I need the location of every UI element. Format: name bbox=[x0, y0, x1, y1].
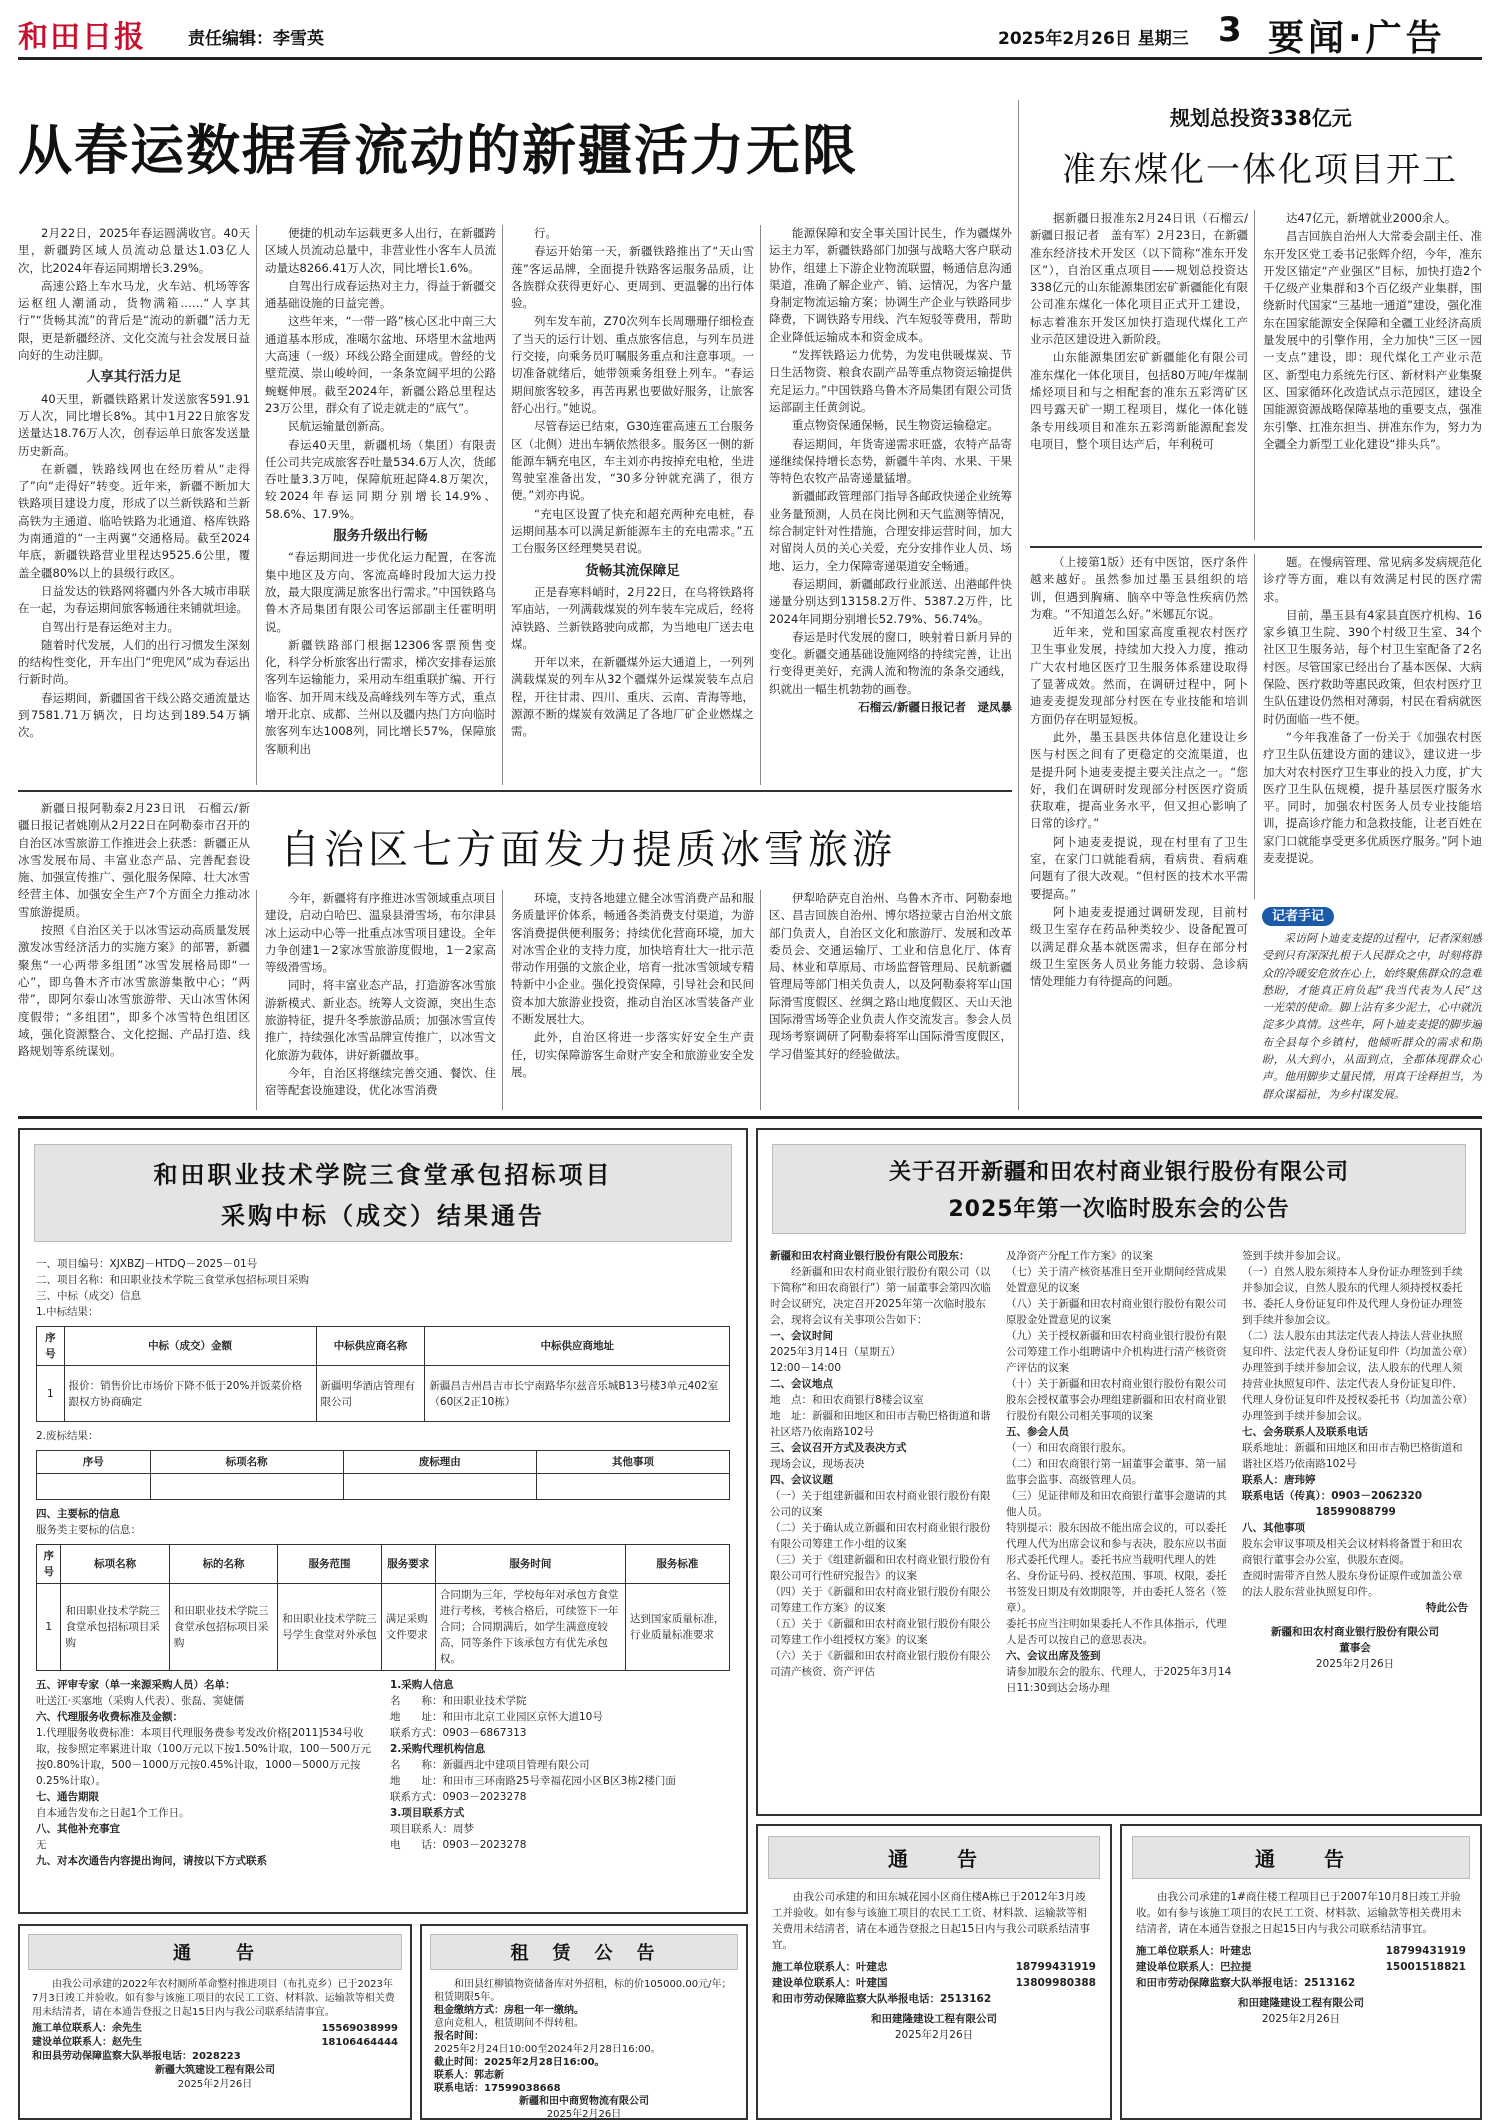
table-header: 中标供应商地址 bbox=[425, 1327, 730, 1366]
contact-label: 建设单位联系人：巴拉提 bbox=[1136, 1961, 1252, 1973]
text-line: 2025年3月14日（星期五） bbox=[770, 1346, 901, 1358]
snow-article-col-2 bbox=[256, 890, 496, 1110]
text-line: 一、项目编号：XJXBZJ－HTDQ－2025－01号 bbox=[36, 1258, 258, 1270]
table-cell: 1 bbox=[37, 1584, 61, 1671]
paragraph: 今年，自治区将继续完善交通、餐饮、住宿等配套设施建设，优化冰雪消费 bbox=[265, 1065, 496, 1098]
table-header: 序号 bbox=[37, 1327, 65, 1366]
snow-article-col-4 bbox=[760, 890, 1012, 1110]
paragraph: 新疆日报阿勒泰2月23日讯 石榴云/新疆日报记者姚刚从2月22日在阿勒泰市召开的自治区冰雪旅游工作推进会上获悉：新疆正从冰雪发展布局、丰富业态产品、完善配套设施、加强宣传推广、强化服务保障、壮大冰雪经营主体、加强安全生产7个方面全力推动冰雪旅游提质。 bbox=[18, 801, 250, 919]
divider bbox=[18, 1116, 1482, 1119]
notice-3 bbox=[756, 1824, 1112, 2120]
paragraph: 近年来，党和国家高度重视农村医疗卫生事业发展，持续加大投入力度，推动广大农村地区医疗卫生服务体系建设取得了显著成效。然而，在调研过程中，阿卜迪麦麦提发现部分村医在专业技能和培训方面仍存在明显短板。 bbox=[1030, 625, 1248, 726]
paragraph: 按照《自治区关于以冰雪运动高质量发展激发冰雪经济活力的实施方案》的部署，新疆聚焦“一心两带多组团”冰雪发展格局即“一心”，即乌鲁木齐市冰雪旅游集散中心；“两带”，即阿尔泰山冰雪旅游带、天山冰雪休闲度假带；“多组团”，即多个冰雪特色组团区域，强化资源整合、文化挖掘、产品打造、线路规划等系统谋划。 bbox=[18, 923, 250, 1059]
contact-phone: 15569038999 bbox=[321, 2023, 398, 2034]
table-header: 序号 bbox=[37, 1545, 61, 1584]
text-line: （二）关于确认成立新疆和田农村商业银行股份有限公司筹建工作小组的议案 bbox=[770, 1522, 991, 1550]
table-cell: 和田职业技术学院三号学生食堂对外承包 bbox=[278, 1584, 381, 1671]
text-line: 地 址：新疆和田地区和田市吉勒巴格街道和谐社区塔乃依南路102号 bbox=[770, 1410, 991, 1438]
contact-label: 施工单位联系人：叶建忠 bbox=[772, 1961, 888, 1973]
service-table bbox=[36, 1544, 730, 1671]
text-line: 五、参会人员 bbox=[1006, 1426, 1069, 1438]
paragraph: 便捷的机动车运载更多人出行，在新疆跨区域人员流动总量中，非营业性小客车人员流动量达8266.41万人次，同比增长1.6%。 bbox=[265, 226, 496, 275]
paragraph: 题。在慢病管理、常见病多发病规范化诊疗等方面，难以有效满足村民的医疗需求。 bbox=[1263, 555, 1482, 604]
text-line: 3.项目联系方式 bbox=[390, 1807, 465, 1819]
text-line: 地 点：和田农商银行8楼会议室 bbox=[770, 1394, 924, 1406]
reporter-note-label: 记者手记 bbox=[1262, 907, 1334, 926]
procurement-right-details bbox=[390, 1677, 730, 1869]
paragraph: 春运期间，年货寄递需求旺盛，农特产品寄递继续保持增长态势，新疆牛羊肉、水果、干果等特色农牧产品寄递量猛增。 bbox=[769, 436, 1012, 486]
text-line: 2.废标结果： bbox=[36, 1430, 99, 1442]
text-line: 联系电话：17599038668 bbox=[434, 2083, 561, 2094]
paragraph: 此外，自治区将进一步落实好安全生产责任，切实保障游客生命财产安全和旅游业安全发展。 bbox=[511, 1030, 754, 1079]
paragraph: 这些年来，“一带一路”核心区北中南三大通道基本形成，准噶尔盆地、环塔里木盆地两大高速（一级）环线公路全面建成。曾经的戈壁荒漠、崇山峻岭间，一条条宽阔平坦的公路蜿蜒伸展。截至2024年，新疆公路总里程达23万公里，群众有了说走就走的“底气”。 bbox=[265, 314, 496, 415]
byline: 石榴云/新疆日报记者 逯凤暴 bbox=[858, 700, 1012, 715]
table-cell: 和田职业技术学院三食堂承包招标项目采购 bbox=[169, 1584, 277, 1671]
paragraph: 能源保障和安全事关国计民生，作为疆煤外运主力军，新疆铁路部门加强与战略大客户联动协作，组建上下游企业物流联盟，畅通信息沟通渠道，准确了解企业产、销、运情况，为客户量身制定物流运输方案；协调生产企业与铁路同步降费，下调铁路专用线、汽车短驳等费用，帮助企业降低运输成本和资金成本。 bbox=[769, 226, 1012, 344]
paragraph: 山东能源集团宏矿新疆能化有限公司准东煤化一体化项目，包括80万吨/年煤制烯烃项目和与之相配套的准东五彩湾矿区四号露天矿一期工程项目，煤化一体化链条专用线项目和准东五彩湾新能源配套发电项目，整个项目达产后，年利税可 bbox=[1030, 350, 1248, 451]
table-cell: 满足采购文件要求 bbox=[381, 1584, 435, 1671]
text-line: 地 址：和田市三环南路25号幸福花园小区B区3栋2楼门面 bbox=[390, 1775, 676, 1787]
text-line: （六）关于《新疆和田农村商业银行股份有限公司清产核资、资产评估 bbox=[770, 1650, 991, 1678]
text-line: （七）关于清产核资基准日至开业期间经营成果处置意见的议案 bbox=[1006, 1266, 1227, 1294]
sign-date: 2025年2月26日 bbox=[1261, 2013, 1341, 2025]
meeting-col-1 bbox=[770, 1248, 996, 1816]
table-header: 标项名称 bbox=[61, 1545, 169, 1584]
paragraph: 环境，支持各地建立健全冰雪消费产品和服务质量评价体系，畅通各类消费支付渠道，为游客消费提供便利服务；持续优化营商环境，加大对冰雪企业的支持力度，加快培育壮大一批示范带动作用强的文旅企业，培育一批冰雪领域专精特新中小企业。强化投资保障，引导社会和民间资本加大旅游业投资，推动自治区冰雪装备产业不断发展壮大。 bbox=[511, 891, 754, 1027]
signature: 和田建隆建设工程有限公司 bbox=[871, 2013, 997, 2025]
lease-notice bbox=[420, 1924, 748, 2120]
paragraph: 行。 bbox=[534, 226, 557, 240]
text-line: 二、项目名称：和田职业技术学院三食堂承包招标项目采购 bbox=[36, 1274, 309, 1286]
paragraph: 据新疆日报准东2月24日讯（石榴云/新疆日报记者 盖有军）2月23日，在新疆准东经济技术开发区（以下简称“准东开发区”），自治区重点项目——规划总投资达338亿元的山东能源集团宏矿新疆能化有限公司准东煤化一体化项目正式开工建设，标志着准东开发区加快打造现代煤化工产业示范区建设进入新阶段。 bbox=[1030, 211, 1248, 347]
paragraph: 春运期间，新疆国省干线公路交通流量达到7581.71万辆次，日均达到189.54万辆次。 bbox=[18, 690, 250, 740]
table-header: 废标理由 bbox=[343, 1451, 536, 1474]
subheading: 人享其行活力足 bbox=[86, 369, 182, 386]
paragraph: 尽管春运已结束，G30连霍高速五工台服务区（北侧）进出车辆依然很多。服务区一侧的新能源车辆充电区，车主刘亦冉按掉充电枪，坐进驾驶室准备出发，“30多分钟就充满了，很方便。”刘亦冉说。 bbox=[511, 419, 754, 503]
sign-date: 2025年2月26日 bbox=[177, 2079, 253, 2090]
table-cell: 达到国家质量标准，行业质量标准要求 bbox=[625, 1584, 729, 1671]
paragraph: 新疆铁路部门根据12306客票预售变化，科学分析旅客出行需求，梯次安排春运旅客列车运输能力，采用动车组重联扩编、开行临客、加开周末线及高峰线列车等方式，重点增开北京、成都、兰州以及疆内热门方向临时旅客列车达1008列，同比增长57%，保障旅客顺利出 bbox=[265, 637, 496, 756]
divider bbox=[1030, 546, 1482, 548]
contact-phone: 18106464444 bbox=[321, 2037, 398, 2048]
meeting-col-2 bbox=[1006, 1248, 1232, 1816]
text-line: 四、主要标的信息 bbox=[36, 1508, 120, 1520]
report-hotline: 和田市劳动保障监察大队举报电话：2513162 bbox=[1136, 1977, 1356, 1989]
text-line: 特此公告 bbox=[1426, 1602, 1468, 1614]
procurement-title-2: 采购中标（成交）结果通告 bbox=[221, 1202, 545, 1230]
text-line: （一）和田农商银行股东。 bbox=[1006, 1442, 1132, 1454]
text-line: （三）见证律师及和田农商银行董事会邀请的其他人员。 bbox=[1006, 1490, 1227, 1518]
text-line: 八、其他事项 bbox=[1242, 1522, 1305, 1534]
paragraph: 日益发达的铁路网将疆内外各大城市串联在一起，为春运期间旅客畅通往来铺就坦途。 bbox=[18, 583, 250, 616]
text-line: 八、其他补充事宜 bbox=[36, 1823, 120, 1835]
sign-date: 2025年2月26日 bbox=[1315, 1658, 1395, 1670]
divider bbox=[1018, 100, 1019, 1110]
award-table bbox=[36, 1326, 730, 1422]
notice-body: 由我公司承建的1#商住楼工程项目已于2007年10月8日竣工并验收。如有参与该施工项目的农民工工资、材料款、运输款等相关费用未结清者，请在本通告登报之日起15日内与我公司联系结清事宜。 bbox=[1136, 1891, 1462, 1935]
paragraph: 列车发车前，Z70次列车长周珊珊仔细检查了当天的运行计划、重点旅客信息，与列车员进行交接，向乘务员叮嘱服务重点和注意事项。一切准备就绪后，她带领乘务组登上列车。“春运期间旅客较多，再苦再累也要做好服务，让旅客舒心出行。”她说。 bbox=[511, 314, 754, 415]
report-hotline: 和田市劳动保障监察大队举报电话：2513162 bbox=[772, 1993, 992, 2005]
table-cell: 新疆昌吉州昌吉市长宁南路华尔兹音乐城B13号楼3单元402室（60区2正10栋） bbox=[425, 1366, 730, 1422]
text-line: 无 bbox=[36, 1839, 47, 1851]
table-header: 其他事项 bbox=[536, 1451, 729, 1474]
text-line: 联系人：郭志新 bbox=[434, 2070, 504, 2081]
paragraph: 昌吉回族自治州人大常委会副主任、准东开发区党工委书记张辉介绍，今年，准东开发区锚定“产业强区”目标，加快打造2个千亿级产业集群和3个百亿级产业集群，围绕新时代国家“三基地一通道”建设，强化准东在国家能源安全保障和全疆工业经济高质量发展中的引擎作用，全力加快“三区一园一支点”建设，即：现代煤化工产业示范区、新型电力系统先行区、新材料产业集聚区、国家循环化改造试点示范园区，建设全国能源资源战略保障基地的重要支点，强准东引擎、扛准东担当、拼准东作为，努力为全疆全力新型工业化建设“排头兵”。 bbox=[1263, 229, 1482, 451]
paragraph: 自驾出行是春运绝对主力。 bbox=[41, 619, 179, 634]
side-article-col-2 bbox=[1254, 210, 1482, 540]
text-line: 截止时间：2025年2月28日16:00。 bbox=[434, 2057, 605, 2068]
table-header: 中标供应商名称 bbox=[316, 1327, 425, 1366]
meeting-title-1: 关于召开新疆和田农村商业银行股份有限公司 bbox=[888, 1160, 1349, 1185]
main-article-col-1 bbox=[18, 225, 250, 785]
text-line: （九）关于授权新疆和田农村商业银行股份有限公司筹建工作小组聘请中介机构进行清产核资资产评估的议案 bbox=[1006, 1330, 1227, 1374]
reporter-note-tag bbox=[1262, 905, 1334, 924]
text-line: 查阅时需带齐自然人股东身份证原件或加盖公章的法人股东营业执照复印件。 bbox=[1242, 1570, 1463, 1598]
table-cell: 新疆明华酒店管理有限公司 bbox=[316, 1366, 425, 1422]
text-line: 名 称：新疆西北中建项目管理有限公司 bbox=[390, 1759, 590, 1771]
sign-date: 2025年2月26日 bbox=[546, 2109, 622, 2120]
report-hotline: 和田县劳动保障监察大队举报电话：2028223 bbox=[32, 2051, 241, 2062]
text-line: 及净资产分配工作方案》的议案 bbox=[1006, 1250, 1153, 1262]
text-line: 委托书应当注明如果委托人不作具体指示，代理人是否可以按自己的意思表决。 bbox=[1006, 1618, 1227, 1646]
table-cell: 合同期为三年，学校每年对承包方食堂进行考核，考核合格后，可续签下一年合同；合同期满后，如学生满意度较高，同等条件下该承包方有优先承包权。 bbox=[435, 1584, 625, 1671]
text-line: 1.采购人信息 bbox=[390, 1679, 454, 1691]
text-line: 2025年2月24日10:00至2024年2月28日16:00。 bbox=[434, 2044, 661, 2055]
text-line: 一、会议时间 bbox=[770, 1330, 833, 1342]
table-header: 序号 bbox=[37, 1451, 151, 1474]
text-line: （十）关于新疆和田农村商业银行股份有限公司股东会授权董事会办理组建新疆和田农村商业银行股份有限公司相关事项的议案 bbox=[1006, 1378, 1227, 1422]
health-article-col-2 bbox=[1254, 554, 1482, 899]
text-line: 项目联系人：周梦 bbox=[390, 1823, 474, 1835]
notice-title: 租 赁 公 告 bbox=[430, 1934, 738, 1970]
text-line: 新疆和田农村商业银行股份有限公司股东： bbox=[770, 1250, 970, 1262]
snow-article-col-3 bbox=[502, 890, 754, 1110]
text-line: 六、会议出席及签到 bbox=[1006, 1650, 1101, 1662]
text-line: 三、中标（成交）信息 bbox=[36, 1290, 141, 1302]
meeting-col-3 bbox=[1242, 1248, 1468, 1816]
text-line: 二、会议地点 bbox=[770, 1378, 833, 1390]
table-header: 服务时间 bbox=[435, 1545, 625, 1584]
notice-body: 和田县红柳镇物资储备库对外招租，标的价105000.00元/年；租赁期限5年。 bbox=[434, 1979, 732, 2003]
paragraph: 在新疆，铁路线网也在经历着从“走得了”向“走得好”转变。近年来，新疆不断加大铁路项目建设力度，形成了以兰新铁路和兰新高铁为主通道、临哈铁路为北通道、格库铁路为南通道的“一主两翼”交通格局。截至2024年底，新疆铁路营业里程达9525.6公里，覆盖全疆80%以上的县级行政区。 bbox=[18, 461, 250, 580]
paragraph: 自驾出行成春运热对主力，得益于新疆交通基础设施的日益完善。 bbox=[265, 278, 496, 311]
signature: 和田建隆建设工程有限公司 bbox=[1238, 1997, 1364, 2009]
main-article-col-3 bbox=[502, 225, 754, 785]
table-header: 服务范围 bbox=[278, 1545, 381, 1584]
paragraph: 春运期间，新疆邮政行业派送、出港邮件快递量分别达到13158.2万件、5387.2万件，比2024年同期分别增长52.79%、56.74%。 bbox=[769, 576, 1012, 626]
side-headline: 准东煤化一体化项目开工 bbox=[1062, 150, 1458, 190]
text-line: 五、评审专家（单一来源采购人员）名单： bbox=[36, 1679, 236, 1691]
paragraph: 采访阿卜迪麦麦提的过程中，记者深刻感受到只有深深扎根于人民群众之中，时刻将群众的冷暖安危放在心上，始终聚焦群众的急难愁盼，才能真正肩负起“我当代表为人民”这一光荣的使命。脚上沾有多少泥土，心中就沉淀多少真情。这些年，阿卜迪麦麦提的脚步遍布全县每个乡镇村，他倾听群众的需求和期盼，从大到小，从面到点，全都体现群众心声。他用脚步丈量民情，用真干诠释担当，为群众谋福祉，为乡村谋发展。 bbox=[1262, 932, 1482, 1101]
text-line: （二）法人股东由其法定代表人持法人营业执照复印件、法定代表人身份证复印件（均加盖公章）办理签到手续并参加会议，法人股东的代理人须持营业执照复印件、法定代表人身份证复印件、代理人身份证复印件及授权委托书（均加盖公章）办理签到手续并参加会议。 bbox=[1242, 1330, 1468, 1422]
notice-1 bbox=[18, 1924, 412, 2120]
text-line: 租金缴纳方式：房租一年一缴纳。 bbox=[434, 2005, 584, 2016]
notice-body: 由我公司承建的2022年农村厕所革命整村推进项目（布扎克乡）已于2023年7月3日竣工并验收。如有参与该施工项目的农民工工资、材料款、运输款等相关费用未结清者，请在本通告登报之日起15日内与我公司联系结清事宜。 bbox=[32, 1979, 395, 2018]
paragraph: 正是春寒料峭时，2月22日，在乌将铁路将军庙站，一列满载煤炭的列车装车完成后，经将淖铁路、兰新铁路驶向成都，为当地电厂送去电煤。 bbox=[511, 584, 754, 651]
text-line: 吐送江·买塞地（采购人代表）、张磊、窦婕儒 bbox=[36, 1695, 245, 1707]
table-header: 中标（成交）金额 bbox=[64, 1327, 316, 1366]
text-line: 自本通告发布之日起1个工作日。 bbox=[36, 1807, 190, 1819]
table-header: 标的名称 bbox=[169, 1545, 277, 1584]
paragraph: 重点物资保通保畅，民生物资运输稳定。 bbox=[792, 418, 999, 433]
text-line: （二）和田农商银行第一届董事会董事、第一届监事会监事、高级管理人员。 bbox=[1006, 1458, 1227, 1486]
table-cell: 1 bbox=[37, 1366, 65, 1422]
paragraph: 此外，墨玉县医共体信息化建设让乡医与村医之间有了更稳定的交流渠道，也是提升阿卜迪麦麦提主要关注点之一。“您好，我们在调研时发现部分村医医疗资质获取难，提高业务水平，但又担心影响了日常的诊疗。” bbox=[1030, 729, 1248, 831]
paragraph: “今年我准备了一份关于《加强农村医疗卫生队伍建设方面的建议》，建议进一步加大对农村医疗卫生事业的投入力度，扩大医疗卫生队伍规模，提升基层医疗服务水平。同时，加强农村医务人员专业技能培训，提高诊疗能力和急救技能，让老百姓在家门口就能享受更多优质医疗服务。”阿卜迪麦麦提说。 bbox=[1263, 729, 1482, 866]
paragraph: 阿卜迪麦麦提说，现在村里有了卫生室，在家门口就能看病，看病贵、看病难问题有了很大改观。“但村医的技术水平需要提高。” bbox=[1030, 834, 1248, 901]
text-line: 2.采购代理机构信息 bbox=[390, 1743, 486, 1755]
newspaper-logo: 和田日报 bbox=[18, 20, 146, 55]
shareholder-meeting-notice bbox=[756, 1128, 1482, 1816]
text-line: 联系方式：0903－6867313 bbox=[390, 1727, 527, 1739]
text-line: 经新疆和田农村商业银行股份有限公司（以下简称“和田农商银行”）第一届董事会第四次临时会议研究，决定召开2025年第一次临时股东会，现将会议有关事项公告如下： bbox=[770, 1266, 991, 1326]
paragraph: 2月22日，2025年春运圆满收官。40天里，新疆跨区域人员流动总量达1.03亿人次，比2024年春运同期增长3.29%。 bbox=[18, 226, 250, 275]
text-line: （一）关于组建新疆和田农村商业银行股份有限公司的议案 bbox=[770, 1490, 991, 1518]
text-line: 地 址：和田市北京工业园区京怀大道10号 bbox=[390, 1711, 603, 1723]
divider bbox=[18, 790, 1012, 792]
paragraph: 伊犁哈萨克自治州、乌鲁木齐市、阿勒泰地区、昌吉回族自治州、博尔塔拉蒙古自治州文旅部门负责人，自治区文化和旅游厅、发展和改革委员会、交通运输厅、工业和信息化厅、体育局、林业和草原局、市场监督管理局、民航新疆管理局等部门相关负责人，以及阿勒泰将军山国际滑雪度假区、丝绸之路山地度假区、天山天池国际滑雪场等企业负责人作交流发言。参会人员现场考察调研了阿勒泰将军山国际滑雪度假区，学习借鉴其好的经验做法。 bbox=[769, 891, 1012, 1061]
reporter-note bbox=[1262, 930, 1482, 1110]
text-line: 电 话：0903－2023278 bbox=[390, 1839, 527, 1851]
section-title: 要闻·广告 bbox=[1268, 18, 1446, 59]
text-line: 报名时间： bbox=[434, 2031, 484, 2042]
text-line: 联系电话（传真）：0903－2062320 bbox=[1242, 1490, 1423, 1502]
contact-label: 建设单位联系人：叶建国 bbox=[772, 1977, 888, 1989]
text-line: 联系方式：0903－2023278 bbox=[390, 1791, 527, 1803]
signature: 新疆大筑建设工程有限公司 bbox=[155, 2065, 275, 2076]
paragraph: 同时，将丰富业态产品，打造游客冰雪旅游新模式、新业态。统筹人文资源，突出生态旅游特征，提升冬季旅游品质；加强冰雪宣传推广，持续强化冰雪品牌宣传推广，以冰雪文化旅游为载体，讲好新疆故事。 bbox=[265, 978, 496, 1062]
text-line: 三、会议召开方式及表决方式 bbox=[770, 1442, 907, 1454]
health-article-col-1 bbox=[1030, 554, 1248, 1109]
text-line: 名 称：和田职业技术学院 bbox=[390, 1695, 527, 1707]
text-line: 意向竞租人，租赁期间不得转租。 bbox=[434, 2018, 584, 2029]
main-article-col-4 bbox=[760, 225, 1012, 785]
text-line: 四、会议议题 bbox=[770, 1474, 833, 1486]
text-line: 联系地址：新疆和田地区和田市吉勒巴格街道和谐社区塔乃依南路102号 bbox=[1242, 1442, 1463, 1470]
subheading: 货畅其流保障足 bbox=[585, 562, 680, 579]
signature: 新疆和田农村商业银行股份有限公司 bbox=[1271, 1626, 1439, 1638]
notice-title: 通 告 bbox=[1132, 1836, 1470, 1879]
contact-phone: 15001518821 bbox=[1385, 1961, 1466, 1973]
snow-article-col-1 bbox=[18, 800, 250, 1110]
text-line: 12:00－14:00 bbox=[770, 1362, 842, 1374]
editor-credit: 责任编辑：李雪英 bbox=[188, 29, 324, 49]
paragraph: 新疆邮政管理部门指导各邮政快递企业统筹业务量预测，人员在岗比例和天气监测等情况，综合制定针对性措施，合理安排运营时间，加大对留岗人员的关心关爱，充分安排作业人员、场地、运力，全力保障寄递渠道安全畅通。 bbox=[769, 489, 1012, 573]
table-header: 服务要求 bbox=[381, 1545, 435, 1584]
text-line: （八）关于新疆和田农村商业银行股份有限公司原股金处置意见的议案 bbox=[1006, 1298, 1227, 1326]
text-line: 现场会议，现场表决 bbox=[770, 1458, 865, 1470]
table-cell: 和田职业技术学院三食堂承包招标项目采购 bbox=[61, 1584, 169, 1671]
table-header: 服务标准 bbox=[625, 1545, 729, 1584]
text-line: 七、通告期限 bbox=[36, 1791, 99, 1803]
signature: 董事会 bbox=[1339, 1642, 1371, 1654]
notice-title: 通 告 bbox=[768, 1836, 1100, 1879]
text-line: （五）关于《新疆和田农村商业银行股份有限公司筹建工作小组授权方案》的议案 bbox=[770, 1618, 991, 1646]
paragraph: 民航运输量创新高。 bbox=[288, 419, 392, 434]
paragraph: （上接第1版）还有中医馆，医疗条件越来越好。虽然参加过墨玉县组织的培训，但遇到胸痛、脑卒中等急性疾病仍然为难。“不知道怎么好。”米娜瓦尔说。 bbox=[1030, 555, 1248, 621]
paragraph: 高速公路上车水马龙，火车站、机场等客运枢纽人潮涌动，货物满箱……“人享其行”“货畅其流”的背后是“流动的新疆”活力无限，更是新疆经济、文化交流与社会发展日益向好的生动注脚。 bbox=[18, 278, 250, 363]
table-header: 标项名称 bbox=[150, 1451, 343, 1474]
procurement-notice bbox=[18, 1128, 748, 1914]
paragraph: 开年以来，在新疆煤外运大通道上，一列列满载煤炭的列车从32个疆煤外运煤炭装车点启程，开往甘肃、四川、重庆、云南、青海等地，源源不断的煤炭有效满足了各地厂矿企业燃煤之需。 bbox=[511, 655, 754, 739]
failed-bid-table bbox=[36, 1450, 730, 1500]
text-line: 签到手续并参加会议。 bbox=[1242, 1250, 1347, 1262]
contact-phone: 13809980388 bbox=[1015, 1977, 1096, 1989]
contact-phone: 18799431919 bbox=[1385, 1945, 1466, 1957]
main-headline: 从春运数据看流动的新疆活力无限 bbox=[18, 118, 858, 182]
contact-label: 建设单位联系人：赵先生 bbox=[32, 2037, 142, 2048]
paragraph: 春运开始第一天，新疆铁路推出了“天山雪莲”客运品牌，全面提升铁路客运服务品质，让各族群众获得更好心、更周到、更温馨的出行体验。 bbox=[511, 244, 754, 311]
text-line: （四）关于《新疆和田农村商业银行股份有限公司筹建工作方案》的议案 bbox=[770, 1586, 991, 1614]
paragraph: 今年，新疆将有序推进冰雪领域重点项目建设，启动白哈巴、温泉县滑雪场，布尔津县冰上运动中心等一批重点冰雪项目建设。全年力争创建1－2家冰雪旅游度假地，1－2家高等级滑雪场。 bbox=[265, 891, 496, 975]
text-line: 股东会审议事项及相关会议材料将备置于和田农商银行董事会办公室，供股东查阅。 bbox=[1242, 1538, 1463, 1566]
paragraph: “充电区设置了快充和超充两种充电桩，春运期间基本可以满足新能源车主的充电需求。”五工台服务区经理樊昊君说。 bbox=[511, 506, 754, 556]
page-number: 3 bbox=[1218, 10, 1242, 50]
notice-body: 由我公司承建的和田东城花园小区商住楼A栋已于2012年3月竣工并验收。如有参与该施工项目的农民工工资、材料款、运输款等相关费用未结清者，请在本通告登报之日起15日内与我公司联系结清事宜。 bbox=[772, 1891, 1090, 1951]
paragraph: 阿卜迪麦麦提通过调研发现，目前村级卫生室存在药品种类较少、设备配置可以满足群众基本就医需求，但存在部分村级卫生室医务人员业务能力较弱、急诊病情处理能力有待提高的问题。 bbox=[1030, 904, 1248, 989]
table-cell: 报价：销售价比市场价下降不低于20%并饭菜价格跟权方协商确定 bbox=[64, 1366, 316, 1422]
text-line: 六、代理服务收费标准及金额： bbox=[36, 1711, 183, 1723]
text-line: 服务类主要标的信息： bbox=[36, 1524, 141, 1536]
contact-phone: 18799431919 bbox=[1015, 1961, 1096, 1973]
issue-date: 2025年2月26日 星期三 bbox=[998, 29, 1189, 49]
sign-date: 2025年2月26日 bbox=[894, 2029, 974, 2041]
paragraph: “发挥铁路运力优势，为发电供暖煤炭、节日生活物资、粮食农副产品等重点物资运输提供充足运力。”中国铁路乌鲁木齐局集团有限公司货运部副主任黄剑说。 bbox=[769, 348, 1012, 414]
signature: 新疆和田中商贸物流有限公司 bbox=[519, 2096, 649, 2107]
side-kicker: 规划总投资338亿元 bbox=[1170, 106, 1352, 130]
meeting-title-2: 2025年第一次临时股东会的公告 bbox=[948, 1197, 1290, 1222]
paragraph: “春运期间进一步优化运力配置，在客流集中地区及方向、客流高峰时段加大运力投放，最大限度满足旅客出行需求。”中国铁路乌鲁木齐局集团有限公司客运部副主任霍明明说。 bbox=[265, 550, 496, 634]
paragraph: 随着时代发展，人们的出行习惯发生深刻的结构性变化，开车出门“兜兜风”成为春运出行新时尚。 bbox=[18, 637, 250, 687]
masthead bbox=[18, 8, 1482, 60]
text-line: 18599088799 bbox=[1242, 1506, 1396, 1518]
paragraph: 目前，墨玉县有4家县直医疗机构、16家乡镇卫生院、390个村级卫生室、34个社区卫生服务站，每个村卫生室配备了2名村医。尽管国家已经出台了基本医保、大病保险、医疗救助等惠民政策，但农村医疗卫生队伍建设仍然相对薄弱，村民在看病就医时仍面临一些不便。 bbox=[1263, 607, 1482, 726]
main-article-col-2 bbox=[256, 225, 496, 785]
paragraph: 春运40天里，新疆机场（集团）有限责任公司共完成旅客吞吐量534.6万人次，货邮吞吐量3.3万吨，保障航班起降4.8万架次，较2024年春运同期分别增长14.9%、58.6%、17.9%。 bbox=[265, 437, 496, 521]
notice-4 bbox=[1120, 1824, 1482, 2120]
paragraph: 40天里，新疆铁路累计发送旅客591.91万人次，同比增长8%。其中1月22日旅客发送量达18.76万人次，创春运单日旅客发送量历史新高。 bbox=[18, 391, 250, 458]
paragraph: 达47亿元，新增就业2000余人。 bbox=[1286, 211, 1457, 225]
procurement-title-1: 和田职业技术学院三食堂承包招标项目 bbox=[153, 1161, 613, 1189]
text-line: 七、会务联系人及联系电话 bbox=[1242, 1426, 1368, 1438]
side-article-col-1 bbox=[1030, 210, 1248, 540]
snow-headline: 自治区七方面发力提质冰雪旅游 bbox=[280, 827, 896, 873]
text-line: （三）关于《组建新疆和田农村商业银行股份有限公司可行性研究报告》的议案 bbox=[770, 1554, 991, 1582]
text-line: 联系人：唐玮婷 bbox=[1242, 1474, 1316, 1486]
paragraph: 春运是时代发展的窗口，映射着日新月异的变化。新疆交通基础设施网络的持续完善，让出行变得更美好，充满人流和物流的条条交通线，织就出一幅生机勃勃的画卷。 bbox=[769, 629, 1012, 696]
text-line: 1.代理服务收费标准：本项目代理服务费参考发改价格[2011]534号收取，按参照定率累进计取（100万元以下按1.50%计取，100－500万元按0.80%计取，500－1000万元按0.45%计取，1000－5000万元按0.25%计取）。 bbox=[36, 1727, 371, 1787]
text-line: 1.中标结果： bbox=[36, 1306, 99, 1318]
text-line: 请参加股东会的股东、代理人，于2025年3月14日11:30到达会场办理 bbox=[1006, 1666, 1232, 1694]
contact-label: 施工单位联系人：余先生 bbox=[32, 2023, 142, 2034]
notice-title: 通 告 bbox=[28, 1934, 402, 1970]
procurement-left-details bbox=[36, 1677, 376, 1869]
contact-label: 施工单位联系人：叶建忠 bbox=[1136, 1945, 1252, 1957]
text-line: （一）自然人股东须持本人身份证办理签到手续并参加会议，自然人股东的代理人须持授权委托书、委托人身份证复印件及代理人身份证办理签到手续并参加会议。 bbox=[1242, 1266, 1463, 1326]
subheading: 服务升级出行畅 bbox=[333, 528, 428, 545]
text-line: 九、对本次通告内容提出询问，请按以下方式联系 bbox=[36, 1855, 267, 1867]
text-line: 特别提示：股东因故不能出席会议的，可以委托代理人代为出席会议和参与表决，股东应以书面形式委托代理人。委托书应当载明代理人的姓名、身份证号码、授权范围、事项、权限，委托书签发日期及有效期限等，并由委托人签名（签章）。 bbox=[1006, 1522, 1227, 1614]
